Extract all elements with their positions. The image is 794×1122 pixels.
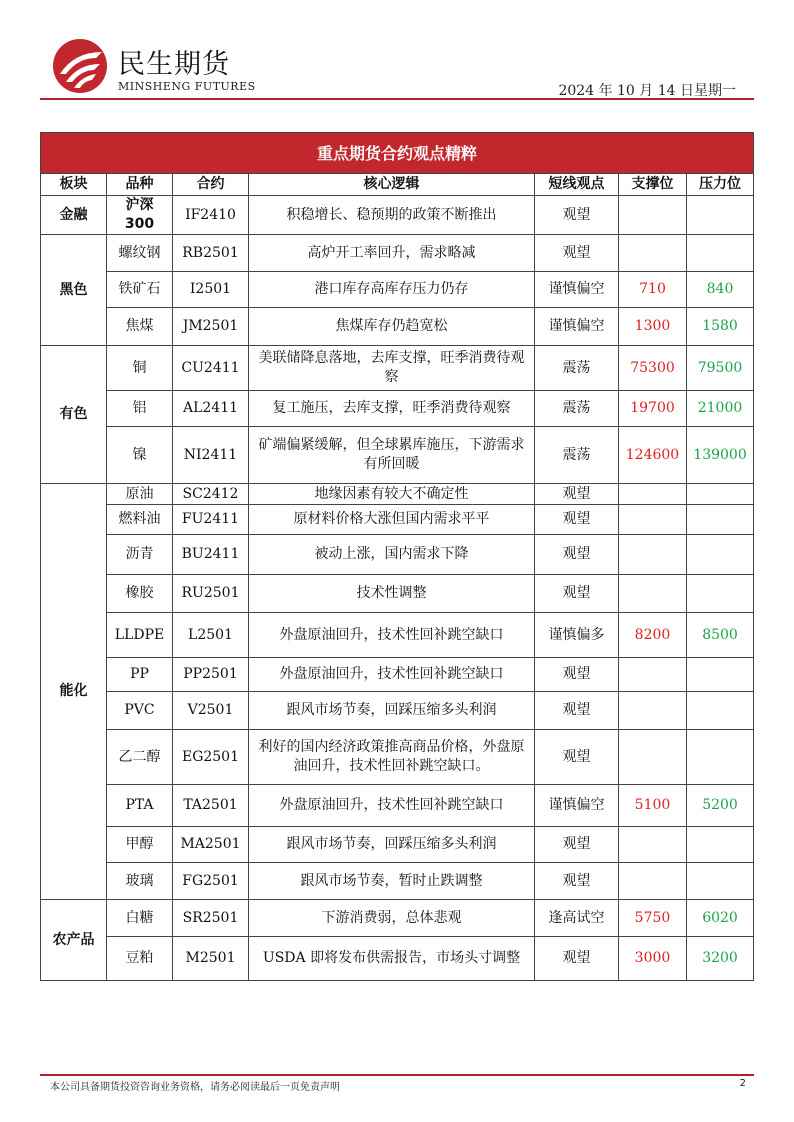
short-view: 观望 — [535, 658, 619, 692]
support-level: 710 — [619, 272, 687, 308]
table-row — [41, 827, 754, 863]
resistance-level — [687, 692, 754, 730]
contract: MA2501 — [173, 827, 249, 863]
resistance-level: 840 — [687, 272, 754, 308]
short-view: 观望 — [535, 575, 619, 613]
table-row — [41, 484, 754, 505]
resistance-level — [687, 196, 754, 235]
short-view: 谨慎偏空 — [535, 308, 619, 346]
contract: SR2501 — [173, 900, 249, 937]
table-row — [41, 785, 754, 827]
resistance-level: 1580 — [687, 308, 754, 346]
support-level — [619, 535, 687, 575]
table-row — [41, 937, 754, 981]
resistance-level — [687, 505, 754, 535]
variety: 铜 — [107, 346, 173, 391]
support-level — [619, 575, 687, 613]
short-view: 逢高试空 — [535, 900, 619, 937]
table-row — [41, 730, 754, 785]
support-level: 8200 — [619, 613, 687, 658]
support-level — [619, 658, 687, 692]
resistance-level — [687, 658, 754, 692]
table-row — [41, 692, 754, 730]
core-logic: 外盘原油回升，技术性回补跳空缺口 — [249, 785, 535, 827]
col-header-support: 支撑位 — [619, 174, 687, 196]
brand-name-cn: 民生期货 — [118, 49, 230, 80]
col-header-logic: 核心逻辑 — [249, 174, 535, 196]
contract: TA2501 — [173, 785, 249, 827]
variety: PVC — [107, 692, 173, 730]
short-view: 震荡 — [535, 391, 619, 427]
futures-view-table — [40, 132, 754, 981]
table-header-row — [41, 174, 754, 196]
short-view: 震荡 — [535, 346, 619, 391]
table-row — [41, 196, 754, 235]
support-level — [619, 827, 687, 863]
variety: PP — [107, 658, 173, 692]
variety: 甲醇 — [107, 827, 173, 863]
support-level: 1300 — [619, 308, 687, 346]
short-view: 谨慎偏空 — [535, 272, 619, 308]
contract: PP2501 — [173, 658, 249, 692]
table-title: 重点期货合约观点精粹 — [41, 133, 754, 174]
contract: NI2411 — [173, 427, 249, 484]
core-logic: 外盘原油回升，技术性回补跳空缺口 — [249, 658, 535, 692]
brand-name-en: MINSHENG FUTURES — [118, 80, 256, 93]
contract: IF2410 — [173, 196, 249, 235]
sector-black: 黑色 — [41, 235, 107, 346]
resistance-level — [687, 535, 754, 575]
short-view: 观望 — [535, 863, 619, 900]
resistance-level: 79500 — [687, 346, 754, 391]
short-view: 观望 — [535, 730, 619, 785]
sector-energy-chem: 能化 — [41, 484, 107, 900]
minsheng-logo — [52, 38, 108, 94]
resistance-level — [687, 863, 754, 900]
resistance-level — [687, 235, 754, 272]
contract: FG2501 — [173, 863, 249, 900]
resistance-level: 5200 — [687, 785, 754, 827]
resistance-level: 6020 — [687, 900, 754, 937]
support-level — [619, 235, 687, 272]
core-logic: 复工施压，去库支撑，旺季消费待观察 — [249, 391, 535, 427]
core-logic: USDA 即将发布供需报告，市场头寸调整 — [249, 937, 535, 981]
short-view: 观望 — [535, 937, 619, 981]
col-header-resistance: 压力位 — [687, 174, 754, 196]
support-level: 124600 — [619, 427, 687, 484]
core-logic: 被动上涨，国内需求下降 — [249, 535, 535, 575]
variety: LLDPE — [107, 613, 173, 658]
support-level — [619, 692, 687, 730]
table-row — [41, 235, 754, 272]
variety: 橡胶 — [107, 575, 173, 613]
variety: 沥青 — [107, 535, 173, 575]
support-level: 5750 — [619, 900, 687, 937]
core-logic: 跟风市场节奏，回踩压缩多头利润 — [249, 827, 535, 863]
core-logic: 焦煤库存仍趋宽松 — [249, 308, 535, 346]
support-level — [619, 196, 687, 235]
core-logic: 原材料价格大涨但国内需求平平 — [249, 505, 535, 535]
resistance-level: 3200 — [687, 937, 754, 981]
core-logic: 美联储降息落地，去库支撑，旺季消费待观察 — [249, 346, 535, 391]
resistance-level: 139000 — [687, 427, 754, 484]
variety: 燃料油 — [107, 505, 173, 535]
core-logic: 外盘原油回升，技术性回补跳空缺口 — [249, 613, 535, 658]
core-logic: 港口库存高库存压力仍存 — [249, 272, 535, 308]
support-level — [619, 505, 687, 535]
contract: FU2411 — [173, 505, 249, 535]
contract: CU2411 — [173, 346, 249, 391]
table-row — [41, 391, 754, 427]
col-header-view: 短线观点 — [535, 174, 619, 196]
contract: RU2501 — [173, 575, 249, 613]
contract: RB2501 — [173, 235, 249, 272]
table-row — [41, 308, 754, 346]
col-header-sector: 板块 — [41, 174, 107, 196]
resistance-level — [687, 575, 754, 613]
core-logic: 地缘因素有较大不确定性 — [249, 484, 535, 505]
variety: 铁矿石 — [107, 272, 173, 308]
variety: 玻璃 — [107, 863, 173, 900]
contract: M2501 — [173, 937, 249, 981]
resistance-level: 8500 — [687, 613, 754, 658]
variety: 原油 — [107, 484, 173, 505]
table-row — [41, 272, 754, 308]
core-logic: 跟风市场节奏，暂时止跌调整 — [249, 863, 535, 900]
table-row — [41, 505, 754, 535]
variety: 白糖 — [107, 900, 173, 937]
core-logic: 积稳增长、稳预期的政策不断推出 — [249, 196, 535, 235]
contract: JM2501 — [173, 308, 249, 346]
header-divider — [40, 98, 754, 100]
core-logic: 利好的国内经济政策推高商品价格，外盘原油回升，技术性回补跳空缺口。 — [249, 730, 535, 785]
core-logic: 高炉开工率回升，需求略减 — [249, 235, 535, 272]
contract: BU2411 — [173, 535, 249, 575]
short-view: 震荡 — [535, 427, 619, 484]
variety: 乙二醇 — [107, 730, 173, 785]
support-level: 5100 — [619, 785, 687, 827]
footer-divider — [40, 1074, 754, 1076]
variety: 镍 — [107, 427, 173, 484]
col-header-variety: 品种 — [107, 174, 173, 196]
table-row — [41, 427, 754, 484]
support-level: 3000 — [619, 937, 687, 981]
short-view: 谨慎偏多 — [535, 613, 619, 658]
contract: L2501 — [173, 613, 249, 658]
support-level — [619, 863, 687, 900]
support-level: 75300 — [619, 346, 687, 391]
table-row — [41, 535, 754, 575]
sector-agri: 农产品 — [41, 900, 107, 981]
contract: EG2501 — [173, 730, 249, 785]
table-row — [41, 658, 754, 692]
variety: 豆粕 — [107, 937, 173, 981]
table-title-row — [41, 133, 754, 174]
short-view: 谨慎偏空 — [535, 785, 619, 827]
contract: AL2411 — [173, 391, 249, 427]
variety: 螺纹钢 — [107, 235, 173, 272]
short-view: 观望 — [535, 827, 619, 863]
table-row — [41, 613, 754, 658]
short-view: 观望 — [535, 196, 619, 235]
contract: V2501 — [173, 692, 249, 730]
short-view: 观望 — [535, 535, 619, 575]
page-number: 2 — [739, 1078, 746, 1089]
disclaimer-text: 本公司具备期货投资咨询业务资格，请务必阅读最后一页免责声明 — [50, 1082, 340, 1093]
variety: 沪深300 — [107, 196, 173, 235]
support-level — [619, 730, 687, 785]
sector-nonferrous: 有色 — [41, 346, 107, 484]
core-logic: 矿端偏紧缓解，但全球累库施压，下游需求有所回暖 — [249, 427, 535, 484]
table-row — [41, 863, 754, 900]
resistance-level — [687, 730, 754, 785]
core-logic: 下游消费弱，总体悲观 — [249, 900, 535, 937]
variety: 铝 — [107, 391, 173, 427]
short-view: 观望 — [535, 505, 619, 535]
short-view: 观望 — [535, 692, 619, 730]
table-row — [41, 900, 754, 937]
report-date: 2024 年 10 月 14 日星期一 — [558, 83, 736, 99]
contract: SC2412 — [173, 484, 249, 505]
short-view: 观望 — [535, 235, 619, 272]
resistance-level: 21000 — [687, 391, 754, 427]
support-level: 19700 — [619, 391, 687, 427]
short-view: 观望 — [535, 484, 619, 505]
table-row — [41, 346, 754, 391]
sector-finance: 金融 — [41, 196, 107, 235]
resistance-level — [687, 827, 754, 863]
col-header-contract: 合约 — [173, 174, 249, 196]
core-logic: 跟风市场节奏，回踩压缩多头利润 — [249, 692, 535, 730]
contract: I2501 — [173, 272, 249, 308]
resistance-level — [687, 484, 754, 505]
variety: PTA — [107, 785, 173, 827]
support-level — [619, 484, 687, 505]
table-row — [41, 575, 754, 613]
core-logic: 技术性调整 — [249, 575, 535, 613]
variety: 焦煤 — [107, 308, 173, 346]
